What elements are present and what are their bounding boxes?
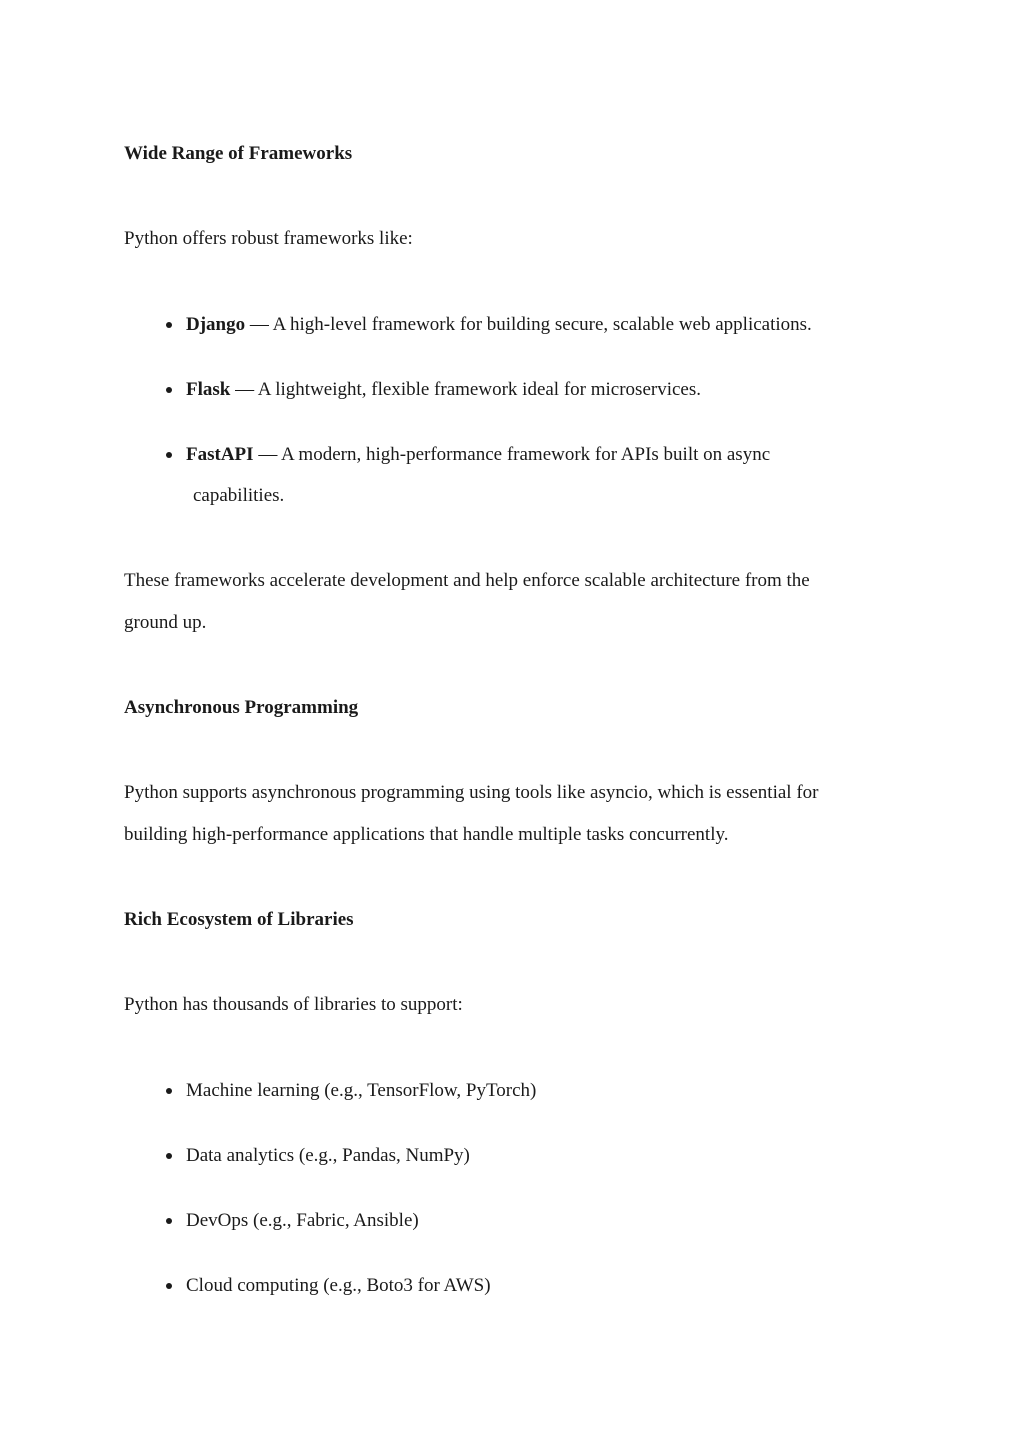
frameworks-outro-line2: ground up. [124,612,207,633]
list-item-fastapi [186,443,770,467]
list-item-flask [186,378,701,402]
list-item: Cloud computing (e.g., Boto3 for AWS) [186,1275,491,1296]
async-paragraph-line2: building high-performance applications that handle multiple tasks concurrently. [124,824,729,845]
section-heading-async: Asynchronous Programming [124,697,359,718]
framework-term: FastAPI [186,444,254,465]
bullet-icon [166,1218,172,1224]
bullet-icon [166,452,172,458]
bullet-icon [166,322,172,328]
list-item-fastapi-continuation: capabilities. [193,485,285,506]
frameworks-outro-line1: These frameworks accelerate development and help enforce scalable architecture from the [124,570,810,591]
framework-description: — A modern, high-performance framework for APIs built on async [253,444,771,465]
section-heading-libraries: Rich Ecosystem of Libraries [124,909,354,930]
bullet-icon [166,1283,172,1289]
async-paragraph-line1: Python supports asynchronous programming using tools like asyncio, which is essential for [124,782,819,803]
frameworks-intro: Python offers robust frameworks like: [124,228,413,249]
framework-description: — A high-level framework for building secure, scalable web applications. [245,314,812,335]
list-item: Machine learning (e.g., TensorFlow, PyTorch) [186,1080,537,1101]
section-heading-frameworks: Wide Range of Frameworks [124,143,353,164]
libraries-intro: Python has thousands of libraries to support: [124,994,463,1015]
framework-term: Django [186,314,246,335]
list-item: DevOps (e.g., Fabric, Ansible) [186,1210,419,1231]
list-item: Data analytics (e.g., Pandas, NumPy) [186,1145,470,1166]
bullet-icon [166,1088,172,1094]
list-item-django [186,313,812,337]
framework-term: Flask [186,379,231,400]
bullet-icon [166,387,172,393]
bullet-icon [166,1153,172,1159]
framework-description: — A lightweight, flexible framework ideal for microservices. [230,379,701,400]
